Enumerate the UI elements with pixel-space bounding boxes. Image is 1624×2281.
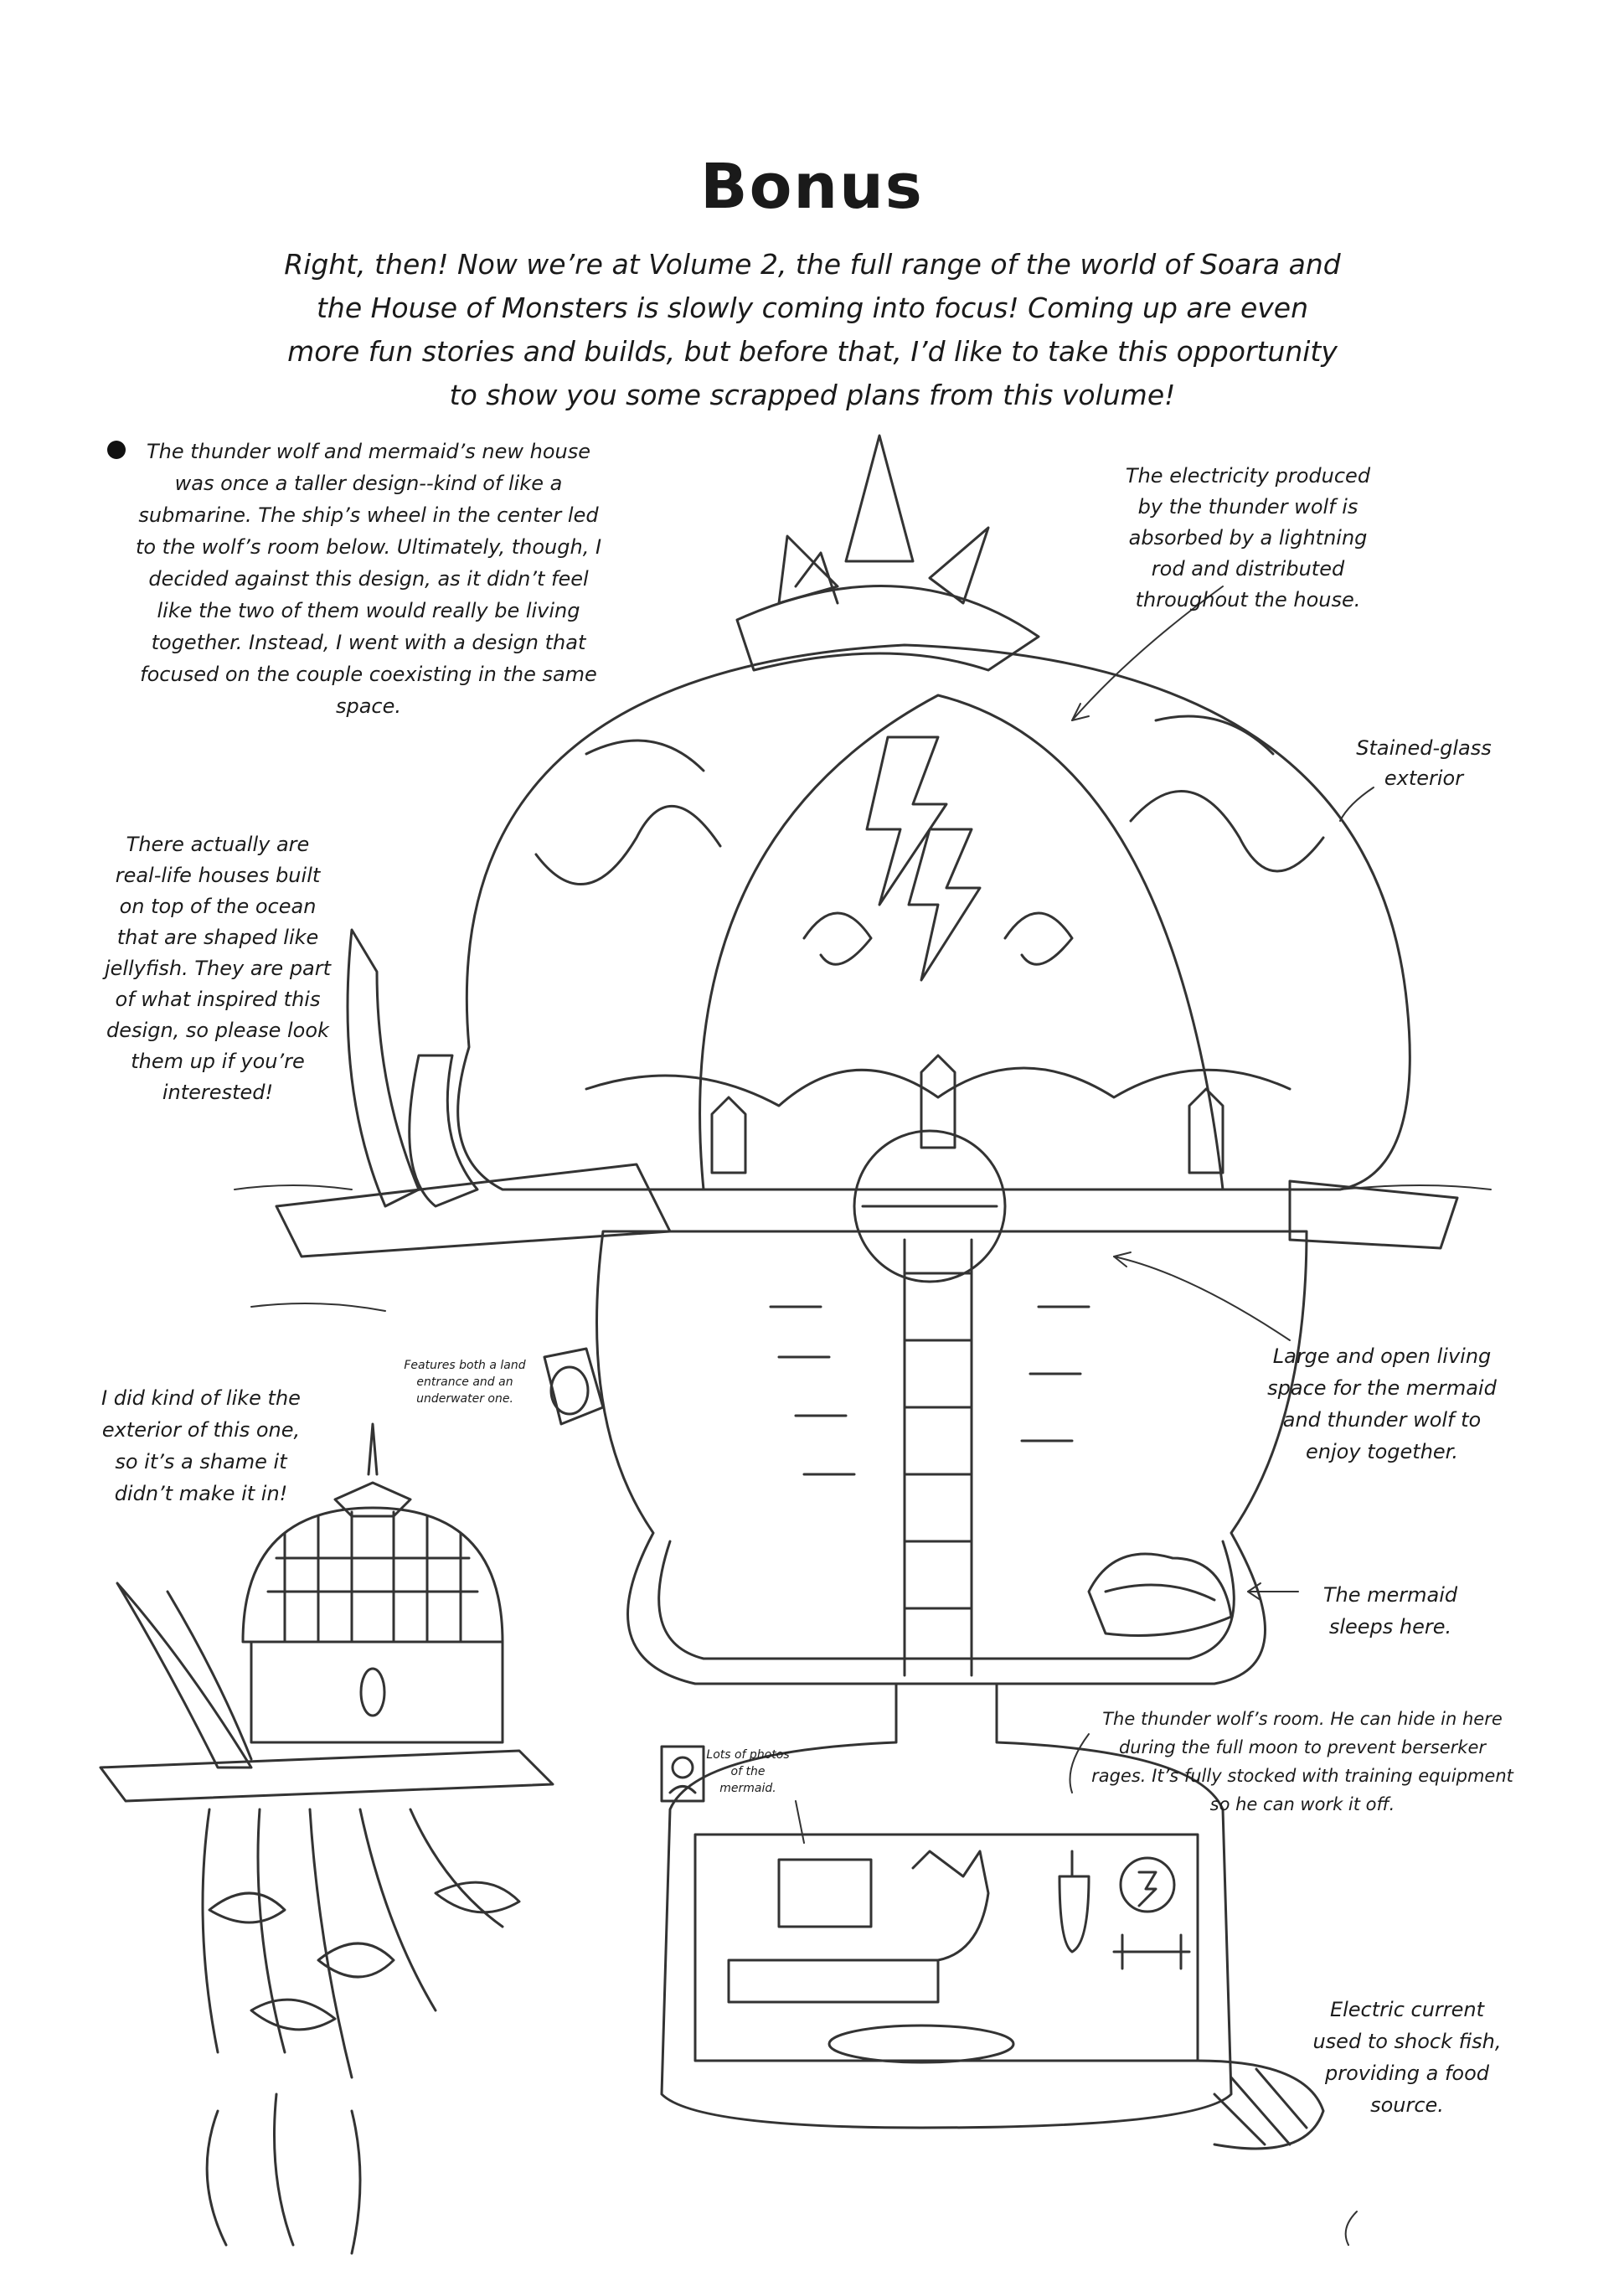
lightning-bolts — [867, 737, 980, 980]
note-scrapped-design — [134, 436, 603, 722]
crystal-windows — [712, 1055, 1223, 1173]
dome — [458, 645, 1410, 1190]
note-entrances: Features both a land entrance and an underwater one. — [404, 1359, 526, 1406]
note-jellyfish-inspiration: There actually are real-life houses built on top of the ocean that are shaped like jellyfish. They are part of what inspired this design, so please look them up if you’re interested! — [104, 833, 332, 1104]
note-electricity: The electricity produced by the thunder wolf is absorbed by a lightning rod and distributed throughout the house. — [1125, 464, 1371, 612]
note-stained-glass: Stained-glass exterior — [1356, 736, 1492, 790]
note-living-space: Large and open living space for the mermaid and thunder wolf to enjoy together. — [1267, 1344, 1497, 1463]
note-mermaid-sleeps: The mermaid sleeps here. — [1322, 1583, 1458, 1639]
crown-spikes — [737, 436, 1039, 670]
intro-paragraph: Right, then! Now we’re at Volume 2, the full range of the world of Soara and the House of Monsters is slowly coming into focus! Coming up are even more fun stories and builds, but before that, I’d like to take this opportunity to show you some scrapped plans from this volume! — [284, 248, 1341, 411]
small-jellyfish-house — [101, 1424, 553, 2253]
shell-bed — [1089, 1554, 1231, 1636]
note-scrapped-design-text: The thunder wolf and mermaid’s new house was once a taller design--kind of like a submarine. The ship’s wheel in the center led to the wolf’s room below. Ultimately, though, I decided against this design, as it didn’t feel like the two of them would really be living together. Instead, I went with a design that focused on the couple coexisting in the same space. — [135, 440, 602, 718]
note-photos: Lots of photos of the mermaid. — [706, 1748, 790, 1795]
page-title: Bonus — [700, 151, 924, 223]
bullet-icon — [107, 441, 126, 459]
note-electric-current: Electric current used to shock fish, providing a food source. — [1312, 1998, 1502, 2117]
note-wolf-room: The thunder wolf’s room. He can hide in here during the full moon to prevent berserker rages. It’s fully stocked with training equipment so he can work it off. — [1091, 1709, 1513, 1814]
note-exterior-comment: I did kind of like the exterior of this one, so it’s a shame it didn’t make it in! — [101, 1386, 301, 1505]
house-body — [544, 1131, 1307, 1684]
